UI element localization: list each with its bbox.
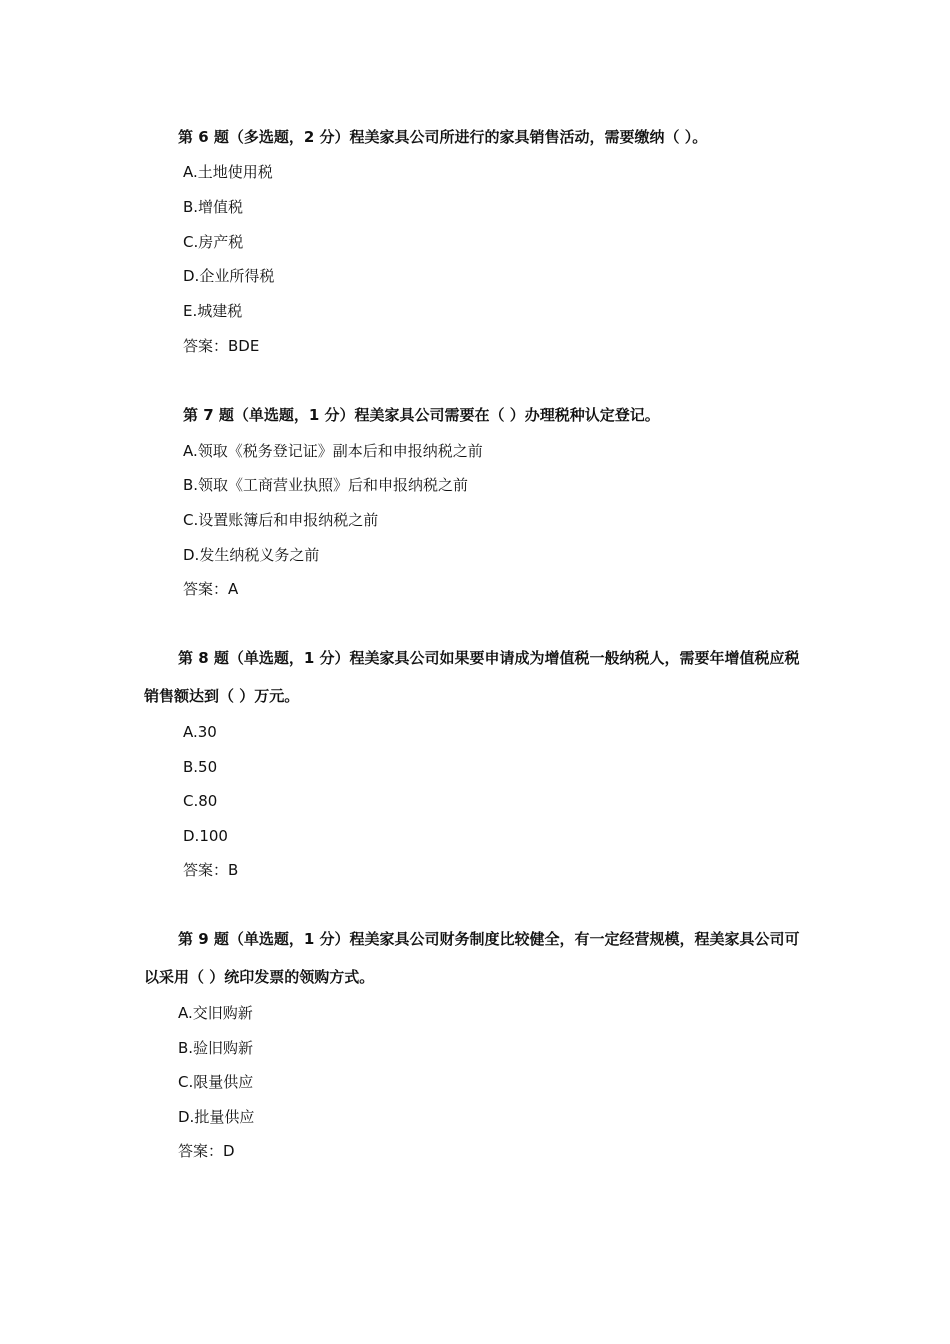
question-8-title: 第 8 题（单选题，1 分）程美家具公司如果要申请成为增值税一般纳税人，需要年增值税应税销售额达到（ ）万元。 xyxy=(144,649,800,705)
question-7-option-d: D.发生纳税义务之前 xyxy=(183,546,320,564)
question-8-answer: 答案：B xyxy=(183,861,239,879)
question-9-option-a: A.交旧购新 xyxy=(178,1004,253,1022)
question-7-answer: 答案：A xyxy=(183,580,239,598)
question-7-option-c: C.设置账簿后和申报纳税之前 xyxy=(183,511,379,529)
question-9-answer: 答案：D xyxy=(178,1142,235,1160)
question-7-option-b: B.领取《工商营业执照》后和申报纳税之前 xyxy=(183,476,469,494)
question-9-option-c: C.限量供应 xyxy=(178,1073,254,1091)
question-8-option-b: B.50 xyxy=(183,758,218,776)
question-6-option-d: D.企业所得税 xyxy=(183,267,275,285)
question-9-option-d: D.批量供应 xyxy=(178,1108,255,1126)
question-6-option-a: A.土地使用税 xyxy=(183,163,273,181)
question-9-title: 第 9 题（单选题，1 分）程美家具公司财务制度比较健全，有一定经营规模，程美家具公司可以采用（ ）统印发票的领购方式。 xyxy=(144,930,800,986)
question-8-option-c: C.80 xyxy=(183,792,218,810)
question-9-option-b: B.验旧购新 xyxy=(178,1039,254,1057)
question-6-answer: 答案：BDE xyxy=(183,337,260,355)
question-6-option-e: E.城建税 xyxy=(183,302,243,320)
question-7-option-a: A.领取《税务登记证》副本后和申报纳税之前 xyxy=(183,442,483,460)
question-8-option-d: D.100 xyxy=(183,827,228,845)
question-7-title: 第 7 题（单选题，1 分）程美家具公司需要在（ ）办理税种认定登记。 xyxy=(183,406,660,424)
question-6-option-c: C.房产税 xyxy=(183,233,244,251)
question-6-option-b: B.增值税 xyxy=(183,198,244,216)
question-8-option-a: A.30 xyxy=(183,723,217,741)
question-6-title: 第 6 题（多选题，2 分）程美家具公司所进行的家具销售活动，需要缴纳（ ）。 xyxy=(178,128,708,146)
